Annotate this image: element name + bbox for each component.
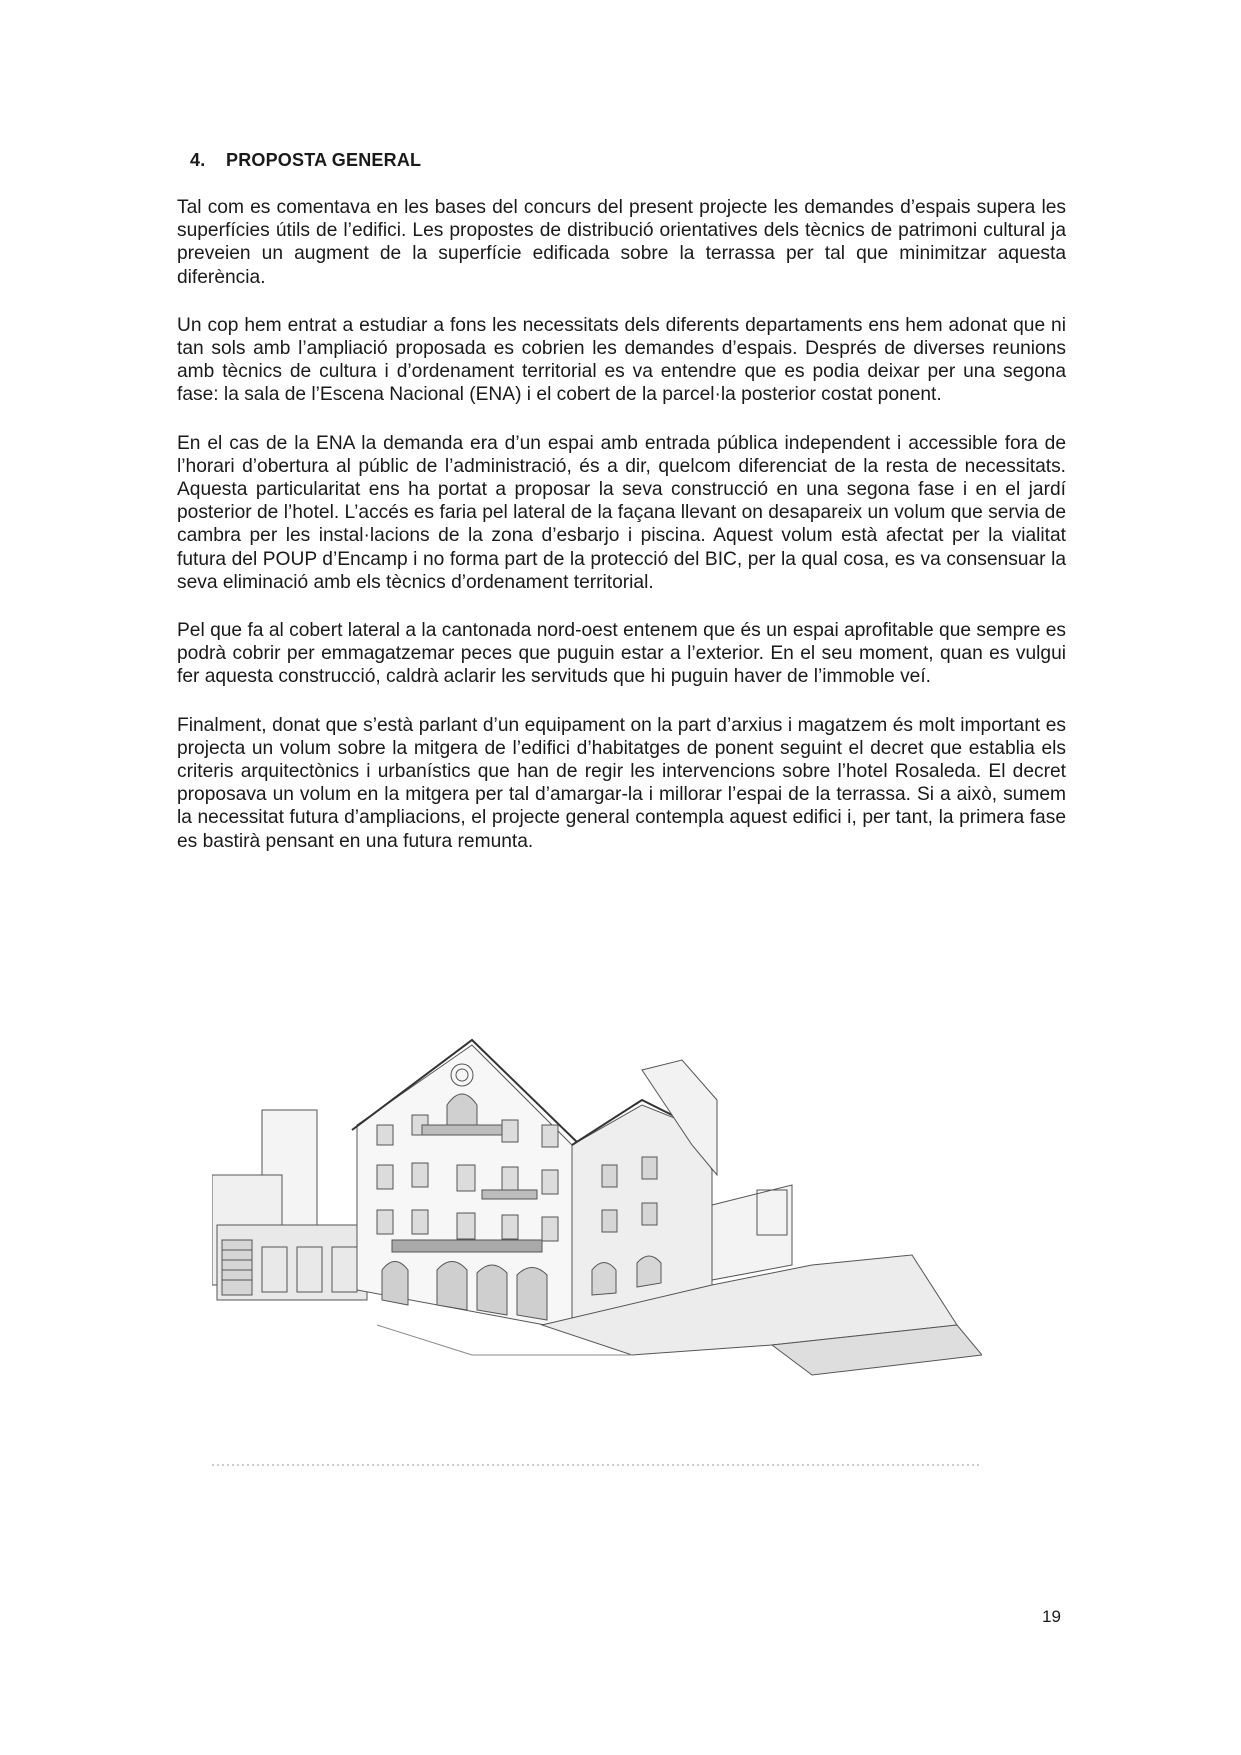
section-heading xyxy=(190,150,421,171)
building-sketch-figure xyxy=(212,1025,982,1470)
paragraph-4: Pel que fa al cobert lateral a la cantonada nord-oest entenem que és un espai aprofitable que sempre es podrà cobrir per emmagatzemar peces que puguin estar a l’exterior. En el seu moment, quan es vulgui fer aquesta construcció, caldrà aclarir les servituds que hi puguin haver de l’immoble veí. xyxy=(177,620,1066,688)
page-number: 19 xyxy=(1042,1607,1061,1626)
body-text xyxy=(177,196,1066,878)
paragraph-2: Un cop hem entrat a estudiar a fons les necessitats dels diferents departaments ens hem adonat que ni tan sols amb l’ampliació proposada es cobrien les demandes d’espais. Després de diverses reunions amb tècnics de cultura i d’ordenament territorial es va entendre que es podia deixar per una segona fase: la sala de l’Escena Nacional (ENA) i el cobert de la parcel·la posterior costat ponent. xyxy=(177,314,1066,406)
section-title: PROPOSTA GENERAL xyxy=(226,150,422,170)
paragraph-1: Tal com es comentava en les bases del concurs del present projecte les demandes d’espais supera les superfícies útils de l’edifici. Les propostes de distribució orientatives dels tècnics de patrimoni cultural ja preveien un augment de la superfície edificada sobre la terrassa per tal que minimitzar aquesta diferència. xyxy=(177,197,1066,288)
paragraph-5: Finalment, donat que s’està parlant d’un equipament on la part d’arxius i magatzem és molt important es projecta un volum sobre la mitgera de l’edifici d’habitatges de ponent seguint el decret que establia els criteris arquitectònics i urbanístics que han de regir les intervencions sobre l’hotel Rosaleda. El decret proposava un volum en la mitgera per tal d’amargar-la i millorar l’espai de la terrassa. Si a això, sumem la necessitat futura d’ampliacions, el projecte general contempla aquest edifici i, per tant, la primera fase es bastirà pensant en una futura remunta. xyxy=(177,714,1066,852)
section-number: 4. xyxy=(190,150,206,170)
paragraph-3: En el cas de la ENA la demanda era d’un espai amb entrada pública independent i accessible fora de l’horari d’obertura al públic de l’administració, és a dir, quelcom diferenciat de la resta de necessitats. Aquesta particularitat ens ha portat a proposar la seva construcció en una segona fase i en el jardí posterior de l’hotel. L’accés es faria pel lateral de la façana llevant on desapareix un volum que servia de cambra per les instal·lacions de la zona d’esbarjo i piscina. Aquest volum està afectat per la vialitat futura del POUP d’Encamp i no forma part de la protecció del BIC, per la qual cosa, es va consensuar la seva eliminació amb els tècnics d’ordenament territorial. xyxy=(177,432,1066,593)
building-sketch xyxy=(212,1025,982,1470)
